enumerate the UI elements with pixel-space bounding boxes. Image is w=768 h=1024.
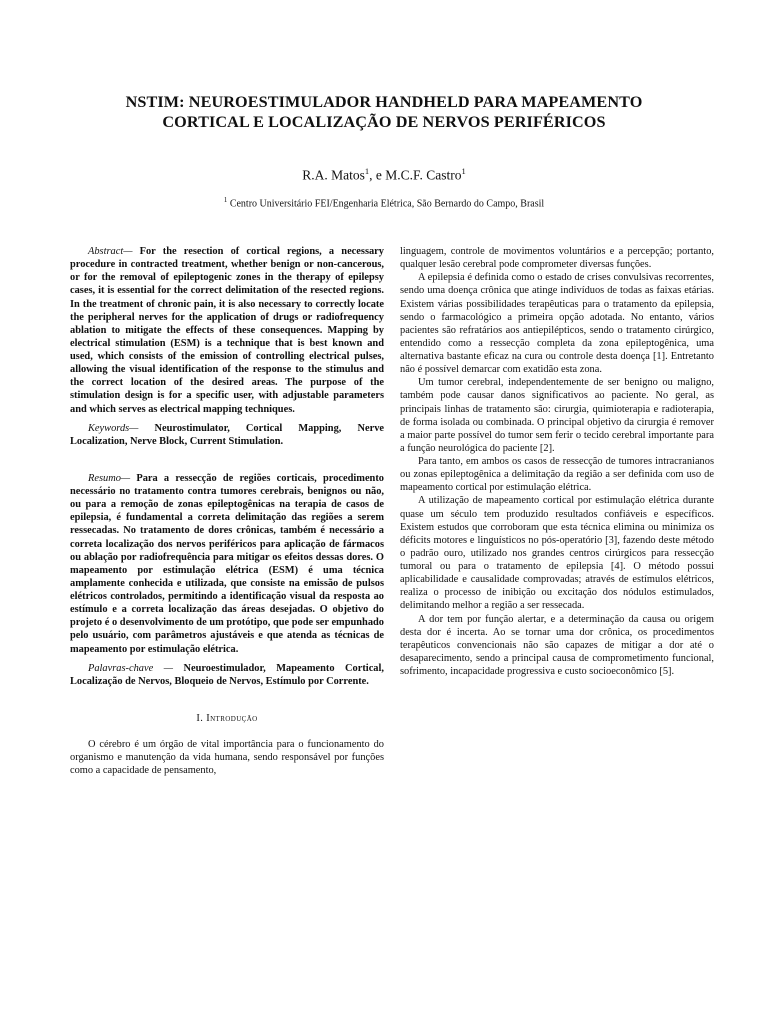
author-affiliation-mark: 1: [461, 166, 466, 176]
keywords-text: Neurostimulator, Cortical Mapping, Nerve Localization, Nerve Block, Current Stimulation.: [70, 422, 384, 447]
abstract-paragraph: [70, 245, 384, 416]
palavras-chave-label: Palavras-chave —: [88, 662, 173, 674]
body-paragraph: Um tumor cerebral, independentemente de ser benigno ou maligno, também pode causar danos significativos ao paciente. No geral, as principais linhas de tratamento são: cirurgia, quimioterapia e radioterapia, de forma isolada ou combinada. O principal objetivo da cirurgia é remover a maior parte possível do tumor sem ferir o tecido cerebral importante para a função neurológica do paciente [2].: [400, 377, 714, 454]
paper-title: [60, 92, 708, 132]
title-line-1: NSTIM: NEUROESTIMULADOR HANDHELD PARA MAPEAMENTO: [125, 93, 643, 111]
author-affiliation-mark: 1: [364, 166, 370, 176]
section-heading: [70, 712, 384, 725]
body-paragraph: A dor tem por função alertar, e a determinação da causa ou origem desta dor é incerta. Ao se tornar uma dor crônica, os procedimentos terapêuticos convencionais não são capazes de mitigar a dor até o desaparecimento, sendo a principal causa de comprometimento funcional, sofrimento, incapacidade progressiva e custo socioeconômico [5].: [400, 613, 714, 677]
abstract-text: For the resection of cortical regions, a necessary procedure in contracted treatment, whether benign or non-cancerous, or for the removal of epileptogenic zones in the therapy of epilepsy cases, it is essential for the correct delimitation of the resected regions. In the treatment of chronic pain, it is also necessary to correctly locate the peripheral nerves for the application of drugs or radiofrequency ablation to mitigate the effects of these consequences. Mapping by electrical stimulation (ESM) is a technique that is best known and used, which consists of the emission of controlling electrical pulses, allowing the visual identification of the response to the stimulus and the correct location of the desired areas. The purpose of the stimulation design is for a specific user, with adjustable parameters and which serves as electrical mapping techniques.: [70, 246, 384, 415]
palavras-chave-text: Neuroestimulador, Mapeamento Cortical, Localização de Nervos, Bloqueio de Nervos, Estímulo por Corrente.: [70, 662, 384, 687]
body-paragraph: A utilização de mapeamento cortical por estimulação elétrica durante quase um século tem produzido resultados confiáveis e específicos. Existem estudos que corroboram que esta técnica elimina ou minimiza os déficits motores e linguísticos no pós-operatório [3], fazendo deste método o padrão ouro, utilizado nos grandes centros cirúrgicos para ressecção tumoral ou para o tratamento de epilepsia [4]. O método possui aplicabilidade e causalidade comprovadas; através de estímulos elétricos, realiza o processo de inibição ou excitação dos nódulos estimulados, delimitando melhor a região a ser ressecada.: [400, 495, 714, 612]
resumo-label: Resumo—: [88, 472, 131, 484]
title-line-2: CORTICAL E LOCALIZAÇÃO DE NERVOS PERIFÉRICOS: [162, 113, 606, 131]
right-column: [400, 245, 714, 678]
keywords-label: Keywords—: [88, 422, 139, 434]
left-column: [70, 245, 384, 777]
abstract-label: Abstract—: [88, 246, 133, 257]
section-number: I.: [196, 712, 207, 724]
author-list: [60, 162, 708, 185]
intro-paragraph: O cérebro é um órgão de vital importância para o funcionamento do organismo e manutenção da vida humana, sendo responsável por funções como a capacidade de pensamento,: [70, 739, 384, 777]
resumo-paragraph: [70, 472, 384, 656]
affiliation-mark: 1: [223, 196, 228, 204]
section-title: Introdução: [206, 712, 258, 724]
author-separator: , e: [369, 167, 386, 183]
body-paragraph-continued: linguagem, controle de movimentos voluntários e a percepção; portanto, qualquer lesão cerebral pode comprometer diversas funções.: [400, 246, 714, 271]
body-paragraph: A epilepsia é definida como o estado de crises convulsivas recorrentes, sendo uma doença crônica que atinge indivíduos de todas as faixas etárias. Existem várias possibilidades terapêuticas para o tratamento da epilepsia, sendo o farmacológico a primeira opção adotada. No entanto, vários pacientes são refratários aos antiepilépticos, sendo o tratamento cirúrgico, entendido como a ressecção completa da zona epileptogênica, uma alternativa bastante eficaz na cura ou controle desta doença [1]. Entretanto não é possível demarcar com exatidão esta zona.: [400, 272, 714, 376]
resumo-text: Para a ressecção de regiões corticais, procedimento necessário no tratamento contra tumores cerebrais, benignos ou não, ou para a remoção de zonas epileptogênicas na terapia de casos de epilepsia, é fundamental a correta delimitação das regiões a serem ressecadas. No tratamento de dores crônicas, também é necessário a correta localização dos nervos periféricos para aplicação de fármacos ou ablação por radiofrequência para mitigar os efeitos dessas dores. O mapeamento por estimulação elétrica (ESM) é uma técnica amplamente conhecida e utilizada, que consiste na emissão de pulsos elétricos controlados, permitindo a identificação visual da resposta ao estímulo e a correta localização das áreas desejadas. O objetivo do projeto é o desenvolvimento de um protótipo, que pode ser empunhado pelo usuário, com parâmetros ajustáveis e que atenda as técnicas de mapeamento por estimulação elétrica.: [70, 472, 384, 655]
palavras-chave-paragraph: [70, 662, 384, 688]
author-name: R.A. Matos: [302, 167, 365, 183]
affiliation: [60, 193, 708, 211]
affiliation-text: Centro Universitário FEI/Engenharia Elétrica, São Bernardo do Campo, Brasil: [229, 198, 545, 210]
body-paragraph: Para tanto, em ambos os casos de ressecção de tumores intracranianos ou zonas epileptogênica a delimitação da região a ser definida com uso de mapeamento cortical por estimulação elétrica.: [400, 456, 714, 494]
keywords-paragraph: [70, 422, 384, 448]
author-name: M.C.F. Castro: [385, 167, 462, 183]
